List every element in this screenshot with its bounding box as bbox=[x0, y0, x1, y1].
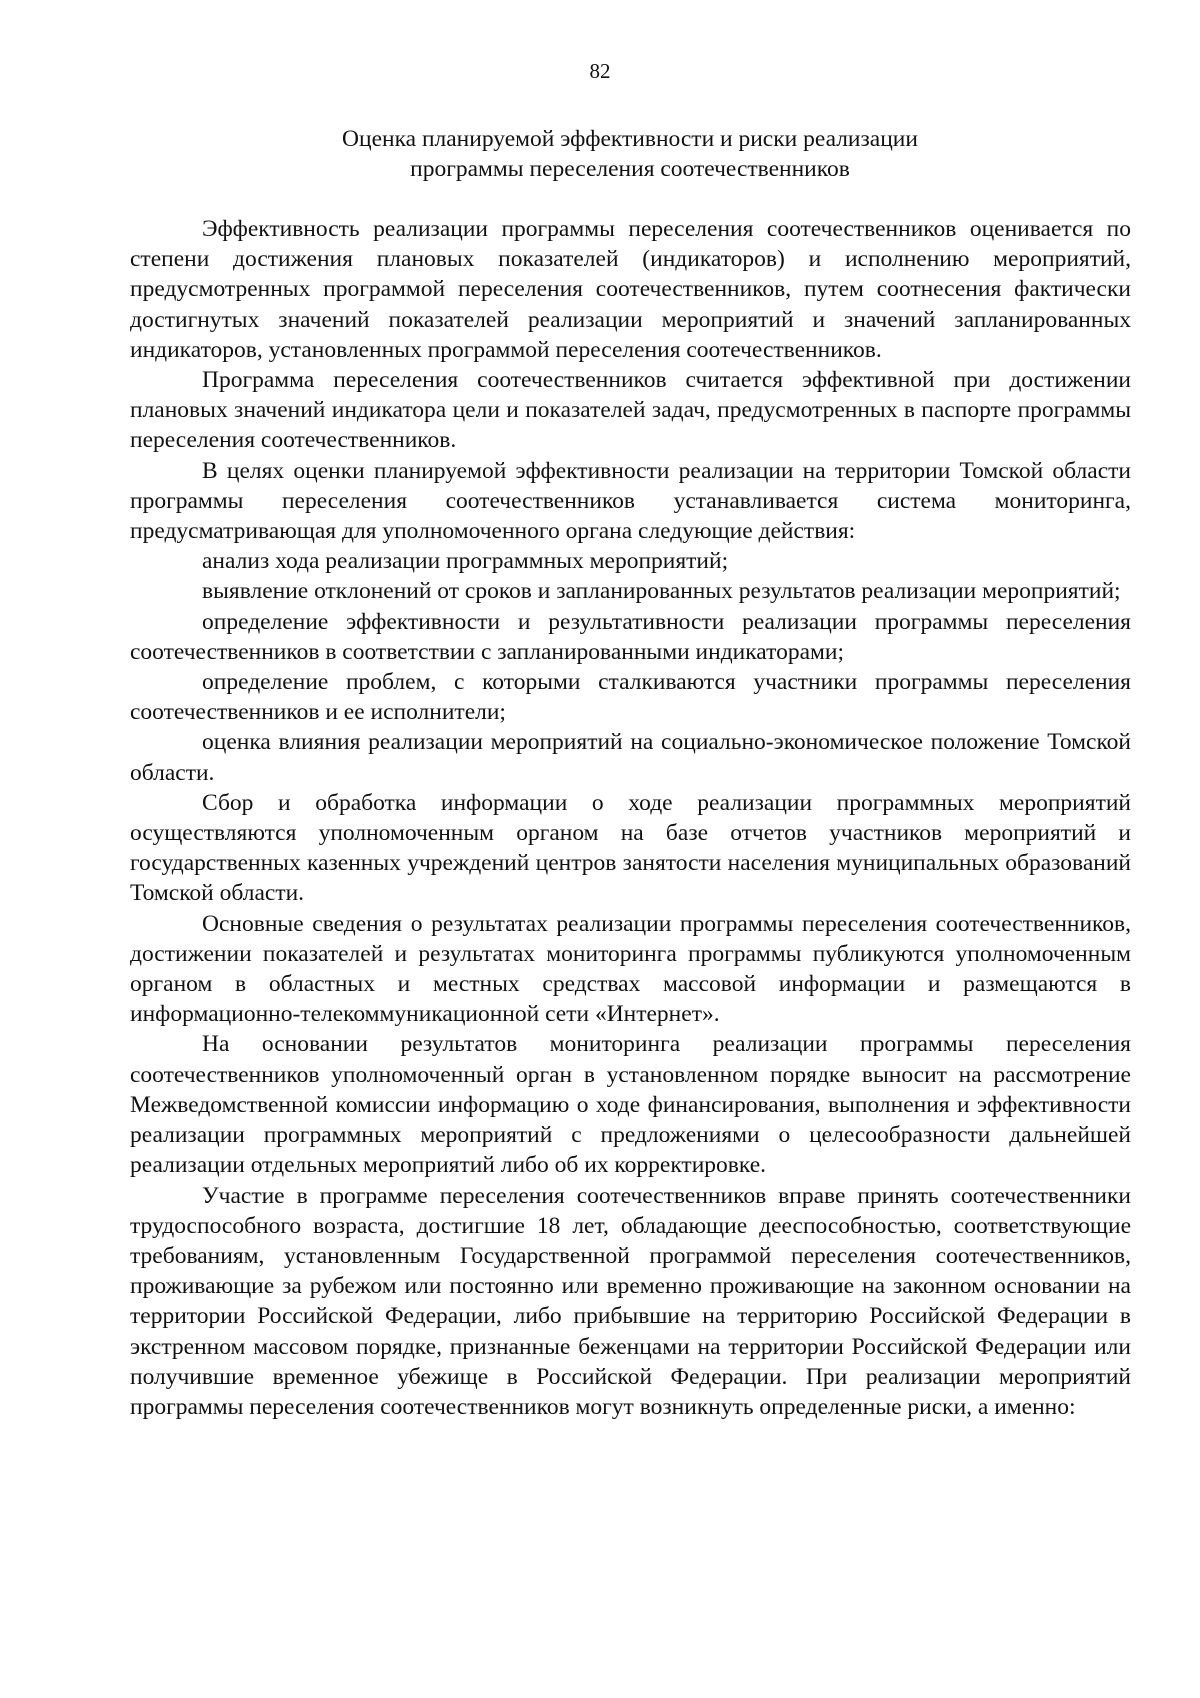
paragraph-monitoring-system: В целях оценки планируемой эффективности реализации на территории Томской области программы переселения соотечественников устанавливается система мониторинга, предусматривающая для уполномоченного органа следующие действия: bbox=[130, 457, 1131, 545]
list-item-deviations: выявление отклонений от сроков и запланированных результатов реализации мероприятий; bbox=[202, 578, 1121, 605]
list-item-impact: оценка влияния реализации мероприятий на социально-экономическое положение Томской области. bbox=[130, 729, 1131, 786]
paragraph-participation-risks: Участие в программе переселения соотечественников вправе принять соотечественники трудоспособного возраста, достигшие 18 лет, обладающие дееспособностью, соответствующие требованиям, установленным Государственной программой переселения соотечественников, проживающие за рубежом или постоянно или временно проживающие на законном основании на территории Российской Федерации, либо прибывшие на территорию Российской Федерации в экстренном массовом порядке, признанные беженцами на территории Российской Федерации или получившие временное убежище в Российской Федерации. При реализации мероприятий программы переселения соотечественников могут возникнуть определенные риски, а именно: bbox=[130, 1182, 1131, 1420]
paragraph-data-collection: Сбор и обработка информации о ходе реализации программных мероприятий осуществляются уполномоченным органом на базе отчетов участников мероприятий и государственных казенных учреждений центров занятости населения муниципальных образований Томской области. bbox=[130, 789, 1131, 907]
paragraph-program-effective: Программа переселения соотечественников считается эффективной при достижении плановых значений индикатора цели и показателей задач, предусмотренных в паспорте программы переселения соотечественников. bbox=[130, 367, 1131, 454]
section-title bbox=[130, 124, 1130, 184]
page-number: 82 bbox=[589, 59, 611, 83]
list-item-problems: определение проблем, с которыми сталкиваются участники программы переселения соотечественников и ее исполнители; bbox=[130, 669, 1131, 726]
section-title-line-1: Оценка планируемой эффективности и риски реализации bbox=[342, 126, 918, 152]
list-item-effectiveness: определение эффективности и результативности реализации программы переселения соотечественников в соответствии с запланированными индикаторами; bbox=[130, 608, 1131, 665]
paragraph-commission-report: На основании результатов мониторинга реализации программы переселения соотечественников уполномоченный орган в установленном порядке выносит на рассмотрение Межведомственной комиссии информацию о ходе финансирования, выполнения и эффективности реализации программных мероприятий с предложениями о целесообразности дальнейшей реализации отдельных мероприятий либо об их корректировке. bbox=[130, 1031, 1131, 1179]
paragraph-efficiency-evaluation: Эффективность реализации программы переселения соотечественников оценивается по степени достижения плановых показателей (индикаторов) и исполнению мероприятий, предусмотренных программой переселения соотечественников, путем соотнесения фактически достигнутых значений показателей реализации мероприятий и значений запланированных индикаторов, установленных программой переселения соотечественников. bbox=[130, 216, 1131, 363]
paragraph-publication: Основные сведения о результатах реализации программы переселения соотечественников, достижении показателей и результатах мониторинга программы публикуются уполномоченным органом в областных и местных средствах массовой информации и размещаются в информационно-телекоммуникационной сети «Интернет». bbox=[130, 910, 1131, 1028]
section-title-line-2: программы переселения соотечественников bbox=[410, 156, 850, 182]
body-text bbox=[130, 214, 1131, 1422]
list-item-analysis: анализ хода реализации программных мероприятий; bbox=[202, 548, 729, 575]
